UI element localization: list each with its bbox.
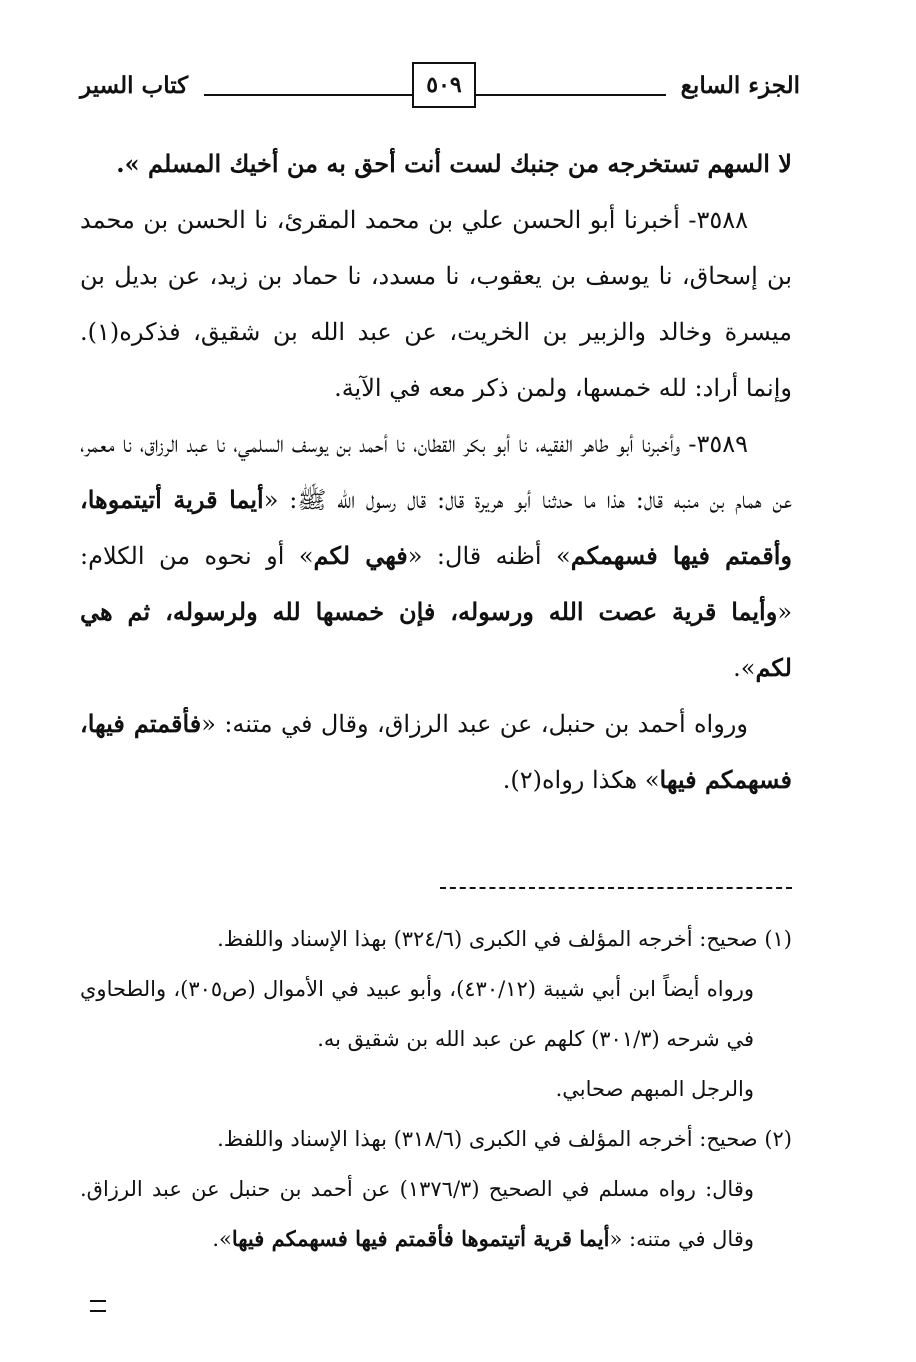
footnote-2-intro: وقال: رواه مسلم في الصحيح (١٣٧٦/٣) عن أحمد بن حنبل عن عبد الرزاق. وقال في متنه: « [80,1177,754,1251]
page-number: ٥٠٩ [412,62,476,108]
footnote-separator [440,887,792,889]
continuation-line: لا السهم تستخرجه من جنبك لست أنت أحق به من أخيك المسلم ». [116,149,792,178]
footnote-2-end: ». [212,1227,232,1251]
part-title: الجزء السابع [680,72,800,99]
hadith-3589 [80,416,792,696]
footnote-1-line-1: (١) صحيح: أخرجه المؤلف في الكبرى (٣٢٤/٦) بهذا الإسناد واللفظ. [217,927,792,951]
narration-note-end: » هكذا رواه(٢). [502,766,660,794]
hadith-3589-mid-2: » أو نحوه من الكلام: « [80,542,792,626]
hadith-3589-matn-1: أيما قرية أتيتموها، وأقمتم فيها فسهمكم [80,485,792,570]
hadith-3589-mid-1: » أظنه قال: « [407,542,571,570]
footnote-2-matn: أيما قرية أتيتموها فأقمتم فيها فسهمكم فيها [231,1226,610,1251]
hadith-3589-matn-3: وأيما قرية عصت الله ورسوله، فإن خمسها لله ولرسوله، ثم هي لكم [80,597,792,682]
narration-note-intro: ورواه أحمد بن حنبل، عن عبد الرزاق، وقال في متنه: « [201,710,748,738]
main-text [80,136,792,808]
header-rule-left [204,94,412,96]
page-header [80,62,800,118]
narration-note [80,696,792,808]
hadith-3589-isnad: ٣٥٨٩- وأخبرنا أبو طاهر الفقيه، نا أبو بكر القطان، نا أحمد بن يوسف السلمي، نا عبد الرزاق، نا معمر، عن همام بن منبه قال: هذا ما حدثنا أبو هريرة قال: قال رسول الله ﷺ: « [80,430,793,514]
hadith-3589-end: ». [733,654,756,682]
footnote-2-line-1: (٢) صحيح: أخرجه المؤلف في الكبرى (٣١٨/٦) بهذا الإسناد واللفظ. [217,1127,792,1151]
hadith-3588: ٣٥٨٨- أخبرنا أبو الحسن علي بن محمد المقرئ، نا الحسن بن محمد بن إسحاق، نا يوسف بن يعقوب، نا مسدد، نا حماد بن زيد، عن بديل بن ميسرة وخالد والزبير بن الخريت، عن عبد الله بن شقيق، فذكره(١). وإنما أراد: لله خمسها، ولمن ذكر معه في الآية. [80,206,792,402]
hadith-3589-matn-2: فهي لكم [313,541,408,570]
header-rule-right [476,94,666,96]
footnote-1-line-3: والرجل المبهم صحابي. [555,1077,754,1101]
footnotes [80,914,792,1264]
footnote-1-line-2: ورواه أيضاً ابن أبي شيبة (٤٣٠/١٢)، وأبو عبيد في الأموال (ص٣٠٥)، والطحاوي في شرحه (٣٠١/٣) كلهم عن عبد الله بن شقيق به. [80,977,754,1051]
footnote-2-line-2 [80,1164,792,1264]
book-title: كتاب السير [80,72,189,99]
end-mark [90,1300,106,1312]
narration-note-matn: فأقمتم فيها، فسهمكم فيها [80,709,792,794]
